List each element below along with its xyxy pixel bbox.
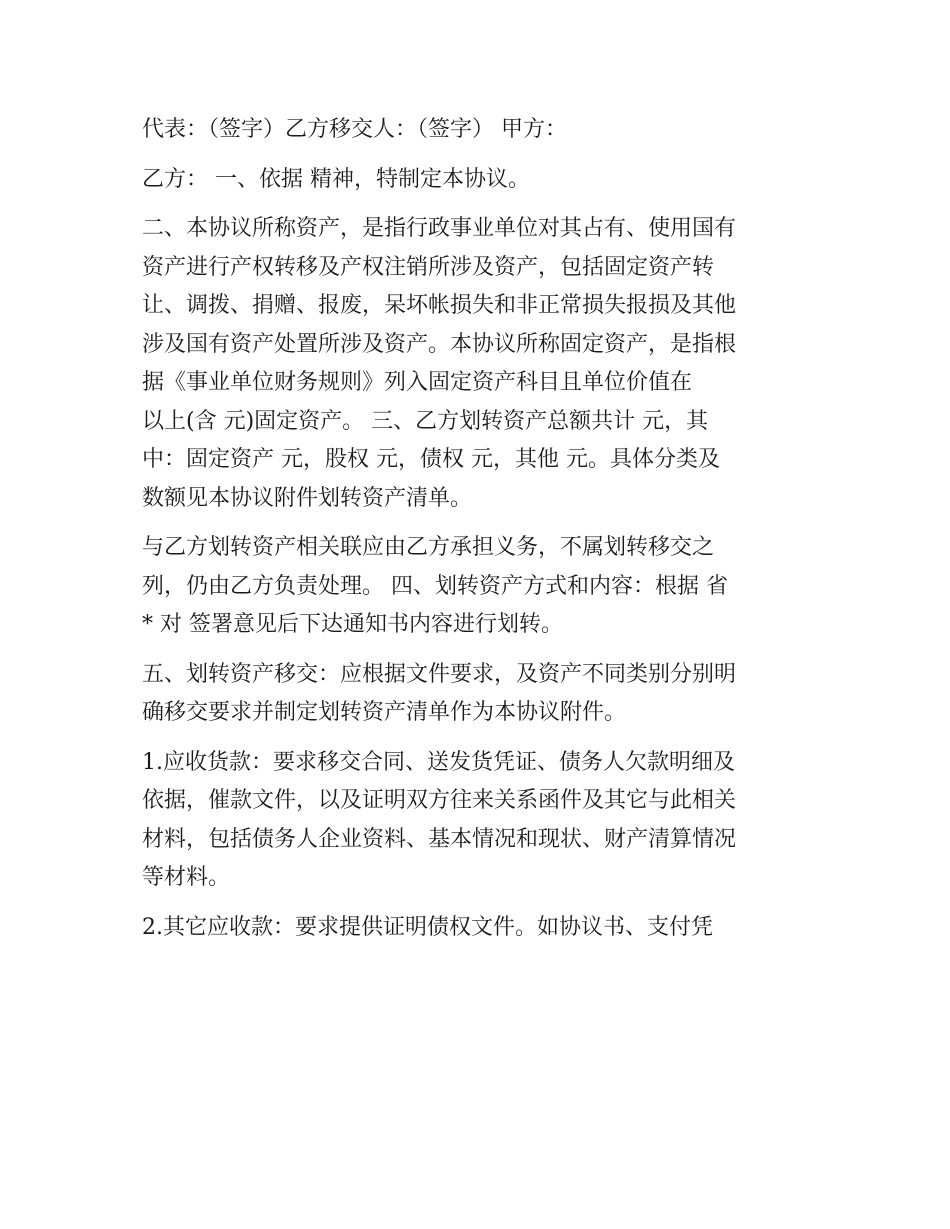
- text-line: 让、调拨、捐赠、报废，呆坏帐损失和非正常损失报损及其他: [142, 293, 737, 318]
- text-line: 2.其它应收款：要求提供证明债权文件。如协议书、支付凭: [142, 914, 713, 940]
- text-line: 以上(含 元)固定资产。 三、乙方划转资产总额共计 元，其: [142, 408, 709, 434]
- text-line: 五、划转资产移交：应根据文件要求，及资产不同类别分别明: [142, 661, 737, 687]
- document-body: [142, 111, 822, 947]
- text-line: 二、本协议所称资产，是指行政事业单位对其占有、使用国有: [142, 216, 737, 241]
- text-line: 中：固定资产 元，股权 元，债权 元，其他 元。具体分类及: [142, 447, 720, 472]
- text-line: 材料，包括债务人企业资料、基本情况和现状、财产清算情况: [142, 826, 737, 852]
- text-line: 数额见本协议附件划转资产清单。: [142, 485, 473, 511]
- text-line: 涉及国有资产处置所涉及资产。本协议所称固定资产，是指根: [142, 331, 737, 357]
- text-line: 等材料。: [142, 865, 231, 890]
- text-line: 代表：（签字）乙方移交人：（签字） 甲方：: [142, 117, 567, 142]
- text-line: 资产进行产权转移及产权注销所涉及资产，包括固定资产转: [142, 254, 715, 280]
- text-line: 与乙方划转资产相关联应由乙方承担义务，不属划转移交之: [142, 535, 715, 560]
- text-line: 乙方： 一、依据 精神，特制定本协议。: [142, 166, 530, 192]
- text-line: * 对 签署意见后下达通知书内容进行划转。: [142, 612, 563, 637]
- text-line: 1.应收货款：要求移交合同、送发货凭证、债务人欠款明细及: [142, 749, 735, 775]
- text-line: 据《事业单位财务规则》列入固定资产科目且单位价值在: [142, 370, 693, 395]
- text-line: 列，仍由乙方负责处理。 四、划转资产方式和内容：根据 省: [142, 573, 728, 599]
- text-line: 依据，催款文件，以及证明双方往来关系函件及其它与此相关: [142, 788, 737, 813]
- text-line: 确移交要求并制定划转资产清单作为本协议附件。: [142, 700, 627, 725]
